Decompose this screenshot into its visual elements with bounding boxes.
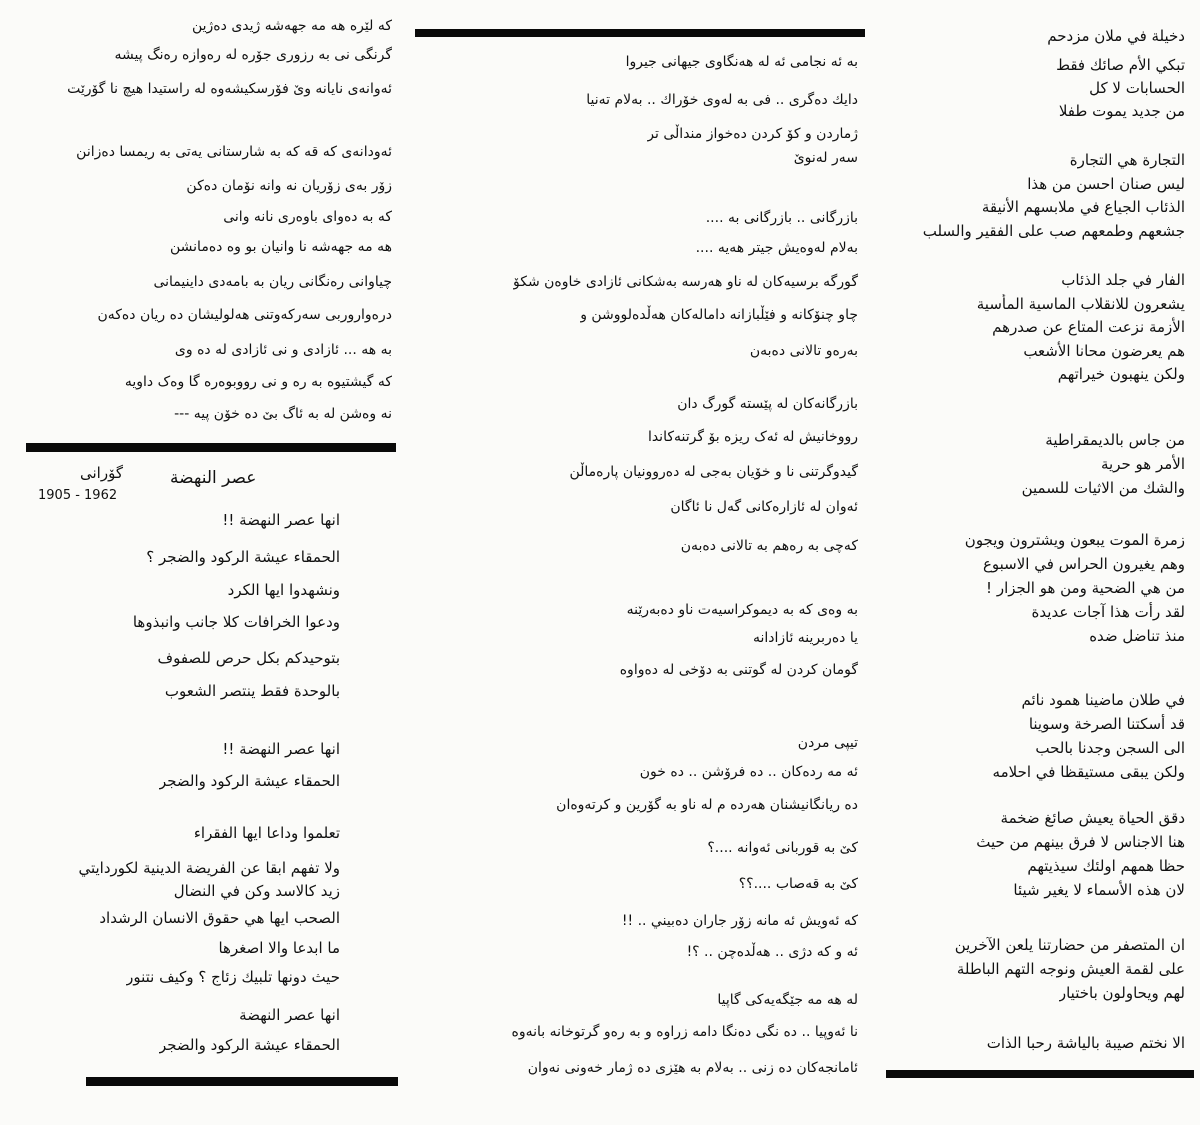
poem-line: چاو چنۆکانه و فێڵبازانه داماله‌کان هه‌ڵده‌لووشن و — [580, 307, 858, 323]
poem-line: بتوحيدكم بكل حرص للصفوف — [157, 649, 340, 667]
poem-line: گیدوگرتنی نا و خۆیان به‌جی له‌ ده‌روونیان پاره‌ماڵن — [569, 464, 858, 480]
poem-line: هنا الاجناس لا فرق بينهم من حيث — [976, 833, 1185, 851]
poem-line: که لێره هه مه‌ جهه‌شه‌ ژیدی ده‌ژین — [191, 18, 392, 34]
poem-line: یا ده‌ربرینه ئازادانه — [753, 630, 858, 646]
poem-line: زمرة الموت يبعون ويشترون ويجون — [964, 531, 1185, 549]
poem-line: لان هذه الأسماء لا يغير شيئا — [1013, 881, 1185, 899]
poem-line: ئه‌وانه‌ی نایانه‌ وێ فۆرسکیشه‌وه‌ له‌ راستیدا هیچ نا گۆرێت — [67, 81, 392, 97]
poem-line: تعلموا وداعا ايها الفقراء — [193, 824, 340, 842]
poem-line: من هي الضحية ومن هو الجزار ! — [986, 579, 1185, 597]
poem-line: والشك من الاثيات للسمين — [1021, 479, 1185, 497]
poem-line: الحمقاء عيشة الركود والضجر — [158, 1036, 340, 1054]
poem-line: تیپی مردن — [797, 735, 858, 751]
poem-line: لهم ويحاولون باختيار — [1058, 984, 1185, 1002]
poem-line: يشعرون للانقلاب الماسية المأسية — [976, 295, 1185, 313]
poet-years: 1905 - 1962 — [38, 488, 118, 503]
poem-line: حظا همهم اولئك سيذيتهم — [1027, 857, 1185, 875]
poem-line: ولا تفهم ابقا عن الفريضة الدينية لكوردايتي — [78, 859, 340, 877]
bottom-divider-left — [86, 1077, 398, 1086]
poem-line: چیاوانی ره‌نگانی ریان به‌ بامه‌دی داینیمانی — [153, 274, 392, 290]
poem-line: جشعهم وطمعهم صب على الفقير والسلب — [922, 222, 1185, 240]
left-divider-mid — [26, 443, 396, 452]
top-divider-middle — [415, 29, 865, 37]
poem-line: الحسابات لا كل — [1089, 79, 1185, 97]
poem-line: به‌ره‌و تالانی ده‌به‌ن — [749, 343, 858, 359]
poem-line: دایك ده‌گری .. فی به له‌وی خۆراك .. به‌لام ته‌نیا — [586, 92, 858, 108]
poem-line: على لقمة العيش ونوجه التهم الباطلة — [956, 960, 1185, 978]
poem-line: ئه‌ودانه‌ی که‌ قه‌ که‌ به‌ شارستانی یه‌تی به‌ ریمسا ده‌زانن — [76, 144, 392, 160]
poem-line: تبكي الأم صائك فقط — [1056, 56, 1185, 74]
poem-line: کێ به قوربانی ئه‌وانه‌ ....؟ — [707, 840, 858, 856]
poem-line: نه‌ وه‌شن له‌ به‌ ئاگ بێ ده‌ خۆن پیه --- — [174, 406, 392, 422]
poem-line: هم يعرضون محانا الأشعب — [1023, 342, 1185, 360]
poem-line: ولكن يبقى مستيقظا في احلامه — [992, 763, 1185, 781]
poem-line: لقد رأت هذا آجات عديدة — [1031, 603, 1185, 621]
poem-line: ولكن ينهبون خيراتهم — [1057, 365, 1185, 383]
poem-line: دخيلة في ملان مزدحم — [1047, 27, 1185, 45]
poem-line: ان المتصفر من حضارتنا يلعن الآخرين — [954, 936, 1185, 954]
poem-line: الذئاب الجياع في ملابسهم الأنيقة — [981, 198, 1185, 216]
bottom-divider-right — [886, 1070, 1194, 1078]
poem-line: رووخانیش له ئه‌ک ریزه بۆ گرتنه‌کاندا — [647, 429, 858, 445]
poem-line: الحمقاء عيشة الركود والضجر ؟ — [146, 548, 340, 566]
poem-line: التجارة هي التجارة — [1069, 151, 1185, 169]
poem-line: الا نختم صيبة بالياشة رحبا الذات — [986, 1034, 1185, 1052]
poem-line: ژماردن و کۆ کردن ده‌خواز منداڵی تر — [647, 126, 858, 142]
poem-line: کێ به قه‌صاب ....؟؟ — [738, 876, 858, 892]
poem-line: في طلان ماضينا همود نائم — [1021, 691, 1185, 709]
poem-line: بالوحدة فقط ينتصر الشعوب — [164, 682, 340, 700]
poem-title: عصر النهضة — [170, 468, 257, 488]
poem-line: له‌ هه‌ مه‌ جێگه‌یه‌کی گاپیا — [717, 992, 858, 1008]
poem-line: به‌ هه‌ ... ئازادی و نی ئازادی له‌ ده‌ وی — [174, 342, 392, 358]
poet-name: گۆرانی — [80, 464, 123, 482]
poem-line: ئه‌ مه‌ رده‌کان .. ده‌ فرۆشن .. ده‌ خون — [639, 764, 858, 780]
poem-line: به ئه نجامی ئه له هه‌نگاوی جیهانی جیروا — [625, 54, 858, 70]
poem-line: من جديد يموت طفلا — [1058, 102, 1185, 120]
poem-line: حيث دونها تلبيك زئاج ؟ وكيف نتنور — [126, 968, 340, 986]
poem-line: به‌لام له‌وه‌یش جیتر هه‌یه .... — [695, 240, 858, 256]
poem-line: انها عصر النهضة !! — [222, 740, 340, 758]
poem-line: من جاس بالديمقراطية — [1045, 431, 1185, 449]
poem-line: زۆر به‌ی زۆریان نه‌ وانه‌ نۆمان ده‌کن — [186, 178, 392, 194]
poem-line: سه‌ر له‌نوێ — [793, 150, 858, 166]
poem-line: ده‌ ریانگانیشنان هه‌رده‌ م له‌ ناو به‌ گۆرین و کرته‌وه‌ان — [556, 797, 858, 813]
poem-line: ئامانجه‌کان ده‌ زنی .. به‌لام به‌ هێزی ده‌ ژمار خه‌ونی نه‌وان — [527, 1060, 858, 1076]
poem-line: الأزمة نزعت المتاع عن صدرهم — [992, 318, 1185, 336]
poem-line: که‌ گیشتیوه‌ به‌ ره‌ و نی رووبوه‌ره‌ گا وه‌ک داویه‌ — [124, 374, 392, 390]
poem-line: نا ئه‌وپیا .. ده‌ نگی ده‌نگا دامه‌ زراوه‌ و به‌ ره‌و گرتوخانه‌ بانه‌وه‌ — [511, 1024, 858, 1040]
poem-line: ونشهدوا ايها الكرد — [227, 581, 340, 599]
poem-line: ئه‌وان له ئازاره‌کانی گه‌ل نا ئاگان — [670, 499, 858, 515]
poem-line: بازرگانی .. بازرگانی به .... — [705, 210, 858, 226]
poem-line: بازرگانه‌کان له‌ پێسته گورگ دان — [677, 396, 858, 412]
poem-line: که‌ به‌ ده‌وای باوه‌ری نانه‌ وانی — [223, 209, 392, 225]
poem-line: دره‌واروربی سه‌رکه‌وتنی هه‌لولیشان ده‌ ریان ده‌که‌ن — [97, 307, 392, 323]
poem-line: دقق الحياة يعيش صائغ ضخمة — [1000, 809, 1185, 827]
poem-line: ما ابدعا والا اصغرها — [218, 939, 340, 957]
poem-line: که‌چی به‌ ره‌هم به‌ تالانی ده‌به‌ن — [680, 538, 858, 554]
poem-line: هه‌ مه‌ جهه‌شه‌ نا وانیان بو وه‌ ده‌مانشن — [170, 239, 392, 255]
poem-line: گرنگی نی به رزوری جۆره له‌ ره‌وازه ره‌نگ پیشه — [114, 47, 392, 63]
poem-line: گورگه برسیه‌کان له ناو هه‌رسه‌ به‌شکانی ئازادی خاوه‌ن شکۆ — [513, 274, 858, 290]
poem-line: انها عصر النهضة — [239, 1006, 340, 1024]
poem-line: الحمقاء عيشة الركود والضجر — [158, 772, 340, 790]
poem-line: الأمر هو حرية — [1101, 455, 1185, 473]
poem-line: گومان کردن له گوتنی به‌ دۆخی له‌ ده‌واوه — [619, 662, 858, 678]
poem-line: ئه‌ و که‌ دژی .. هه‌ڵده‌چن .. ؟! — [686, 944, 858, 960]
poem-line: ودعوا الخرافات كلا جانب وانبذوها — [132, 613, 340, 631]
poem-line: الفار في جلد الذئاب — [1061, 271, 1185, 289]
poem-line: وهم يغيرون الحراس في الاسبوع — [982, 555, 1185, 573]
poem-line: زيد كالاسد وكن في النضال — [173, 882, 340, 900]
poem-line: قد أسكتنا الصرخة وسوينا — [1028, 715, 1185, 733]
poem-line: الصحب ايها هي حقوق الانسان الرشداد — [99, 909, 340, 927]
poem-line: منذ تناضل ضده — [1089, 627, 1185, 645]
poem-line: ليس صنان احسن من هذا — [1027, 175, 1185, 193]
poem-line: که‌ ئه‌ویش ئه‌ مانه‌ زۆر جاران ده‌بیني .. !! — [621, 913, 858, 929]
poem-line: انها عصر النهضة !! — [222, 511, 340, 529]
poem-line: الى السجن وجدنا بالحب — [1035, 739, 1185, 757]
poem-line: به‌ وه‌ی که به‌ دیموکراسیه‌ت ناو ده‌به‌رێنه — [626, 602, 858, 618]
